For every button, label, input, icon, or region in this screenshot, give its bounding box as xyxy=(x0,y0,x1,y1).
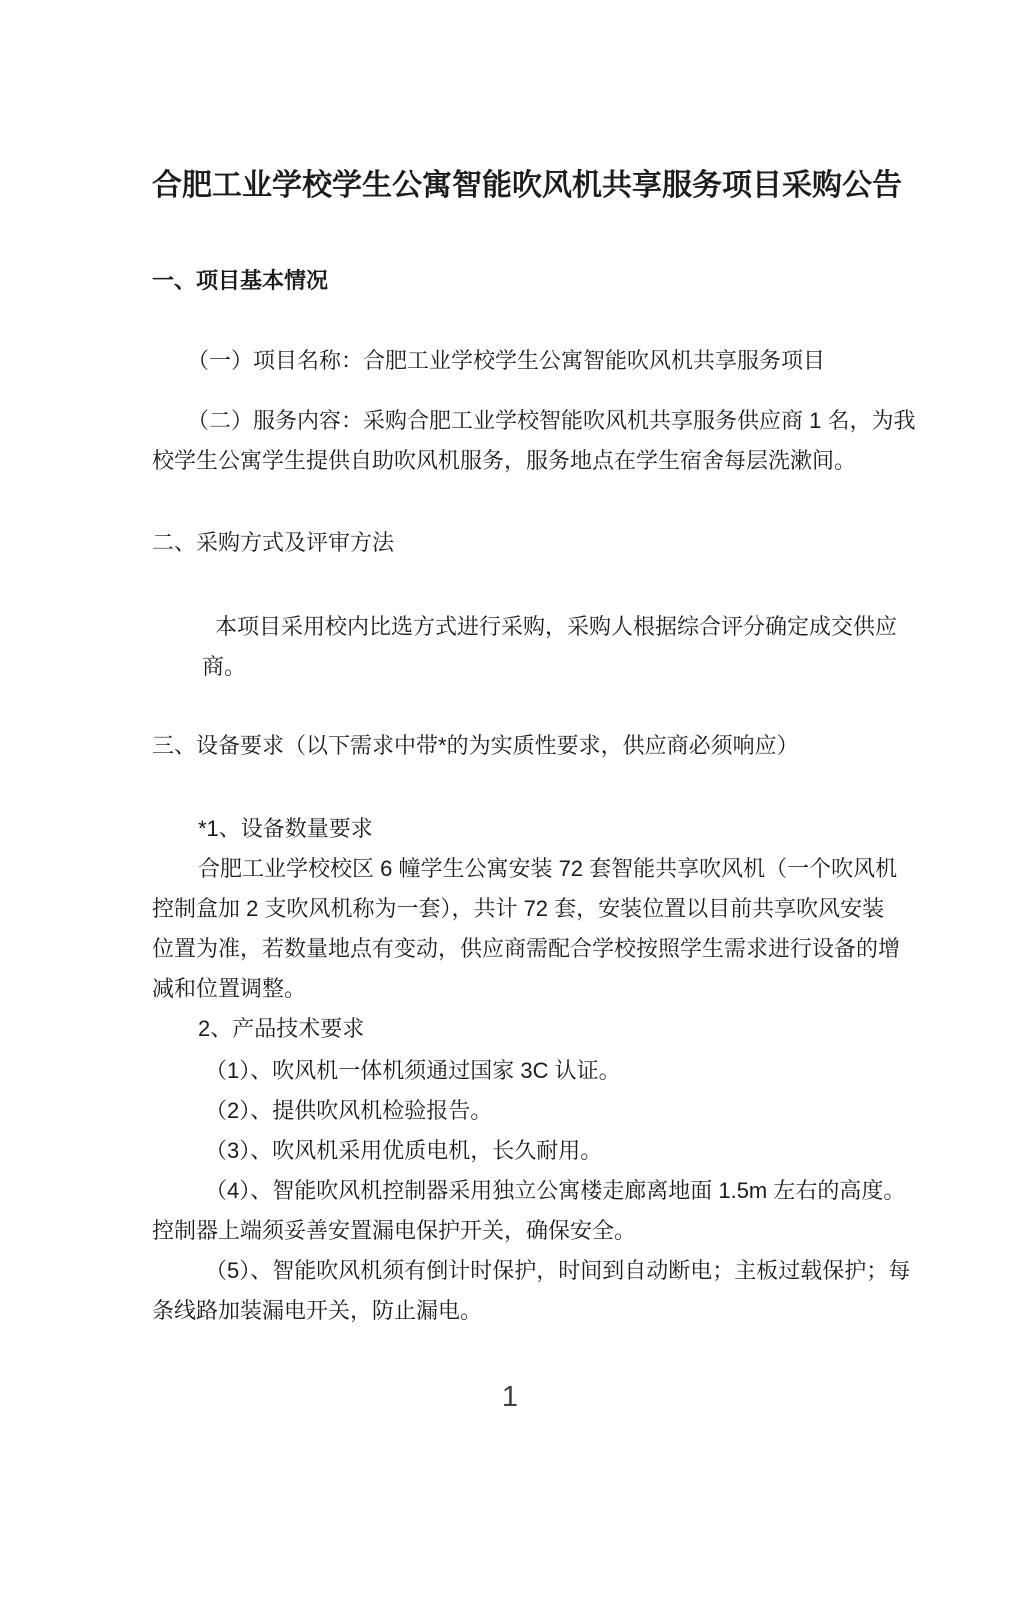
section-3-req-2-heading: 2、产品技术要求 xyxy=(198,1016,365,1041)
document-title: 合肥工业学校学生公寓智能吹风机共享服务项目采购公告 xyxy=(152,169,902,202)
section-2-heading: 二、采购方式及评审方法 xyxy=(152,530,395,555)
section-3-req-1-line-4: 减和位置调整。 xyxy=(152,976,307,1001)
section-3-req-2-item-2: （2）、提供吹风机检验报告。 xyxy=(205,1098,493,1123)
page-number: 1 xyxy=(501,1381,519,1413)
section-1-heading: 一、项目基本情况 xyxy=(152,268,329,293)
section-3-req-2-item-5-line-2: 条线路加装漏电开关，防止漏电。 xyxy=(152,1298,483,1323)
section-3-req-1-line-1: 合肥工业学校校区 6 幢学生公寓安装 72 套智能共享吹风机（一个吹风机 xyxy=(198,856,898,881)
section-2-body-line-2: 商。 xyxy=(202,654,247,679)
section-1-item-1: （一）项目名称：合肥工业学校学生公寓智能吹风机共享服务项目 xyxy=(187,348,826,373)
section-3-req-2-item-4-line-1: （4）、智能吹风机控制器采用独立公寓楼走廊离地面 1.5m 左右的高度。 xyxy=(205,1178,906,1203)
section-3-req-2-item-4-line-2: 控制器上端须妥善安置漏电保护开关，确保安全。 xyxy=(152,1218,637,1243)
section-1-item-2-line-2: 校学生公寓学生提供自助吹风机服务，服务地点在学生宿舍每层洗漱间。 xyxy=(152,448,857,473)
document-page xyxy=(152,166,916,1417)
section-3-req-1-heading: *1、设备数量要求 xyxy=(198,816,373,841)
section-3-req-2-item-1: （1）、吹风机一体机须通过国家 3C 认证。 xyxy=(205,1058,621,1083)
section-3-req-2-item-5-line-1: （5）、智能吹风机须有倒计时保护，时间到自动断电；主板过载保护；每 xyxy=(205,1258,911,1283)
section-2-body-line-1: 本项目采用校内比选方式进行采购，采购人根据综合评分确定成交供应 xyxy=(215,614,898,639)
section-3-req-1-line-2: 控制盒加 2 支吹风机称为一套），共计 72 套，安装位置以目前共享吹风安装 xyxy=(152,896,885,921)
section-3-heading: 三、设备要求（以下需求中带*的为实质性要求，供应商必须响应） xyxy=(152,733,799,758)
section-3-req-1-line-3: 位置为准，若数量地点有变动，供应商需配合学校按照学生需求进行设备的增 xyxy=(152,936,901,961)
section-1-item-2-line-1: （二）服务内容：采购合肥工业学校智能吹风机共享服务供应商 1 名，为我 xyxy=(187,408,916,433)
section-3-req-2-item-3: （3）、吹风机采用优质电机，长久耐用。 xyxy=(205,1138,603,1163)
